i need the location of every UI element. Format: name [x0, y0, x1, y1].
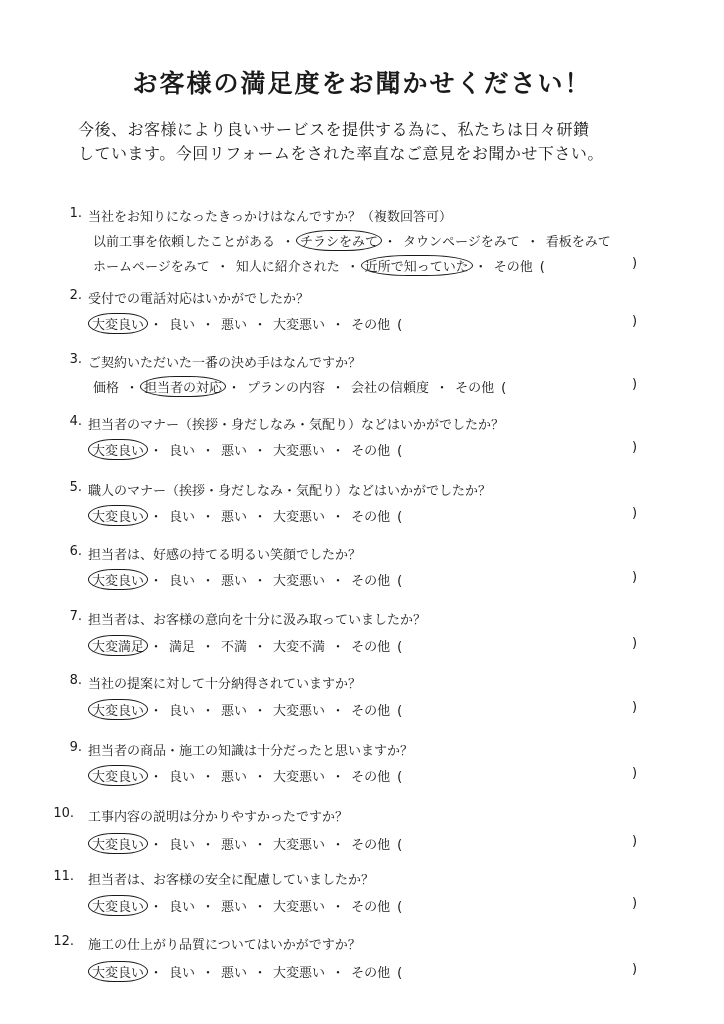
other-close-paren: )	[632, 766, 638, 781]
option-selected[interactable]: 大変良い	[88, 765, 148, 786]
option[interactable]: 大変悪い	[273, 966, 326, 981]
option-selected[interactable]: 大変良い	[88, 699, 148, 720]
option[interactable]: タウンページをみて	[403, 235, 520, 250]
option[interactable]: 大変悪い	[273, 770, 326, 785]
option[interactable]: その他	[351, 444, 391, 459]
option[interactable]: プランの内容	[247, 381, 326, 396]
other-open-paren: (	[397, 770, 403, 785]
option-separator: ・	[201, 640, 215, 655]
question-number: 3.	[69, 352, 82, 367]
option-row	[92, 570, 402, 590]
option-separator: ・	[149, 574, 163, 589]
option[interactable]: 価格	[93, 381, 120, 396]
option-selected[interactable]: 大変良い	[88, 569, 148, 590]
other-close-paren: )	[632, 314, 638, 329]
question-number: 7.	[69, 609, 82, 624]
option[interactable]: その他	[351, 640, 391, 655]
option-row	[92, 962, 402, 982]
option-row	[92, 636, 402, 656]
option[interactable]: 良い	[169, 966, 196, 981]
option[interactable]: 知人に紹介された	[235, 260, 340, 275]
option[interactable]: 悪い	[221, 444, 248, 459]
option[interactable]: 看板をみて	[545, 235, 611, 250]
option-selected[interactable]: 大変良い	[88, 505, 148, 526]
option-row	[92, 314, 402, 334]
option-row	[92, 766, 402, 786]
question-number: 11.	[53, 869, 74, 884]
option-selected[interactable]: 大変良い	[88, 313, 148, 334]
option[interactable]: その他	[351, 510, 391, 525]
question-text: ご契約いただいた一番の決め手はなんですか？	[88, 356, 362, 371]
option-separator: ・	[253, 770, 267, 785]
option-row	[92, 700, 402, 720]
option-separator: ・	[331, 838, 345, 853]
option[interactable]: 悪い	[221, 966, 248, 981]
page-title: お客様の満足度をお聞かせください！	[132, 69, 592, 98]
option-separator: ・	[253, 574, 267, 589]
option-row	[92, 506, 402, 526]
other-close-paren: )	[632, 570, 638, 585]
option[interactable]: その他	[351, 318, 391, 333]
option-separator: ・	[331, 966, 345, 981]
option[interactable]: 良い	[169, 900, 196, 915]
other-open-paren: (	[397, 510, 403, 525]
question-number: 5.	[69, 480, 82, 495]
question-number: 8.	[69, 673, 82, 688]
question-text: 受付での電話対応はいかがでしたか？	[88, 292, 310, 307]
option-separator: ・	[149, 640, 163, 655]
option[interactable]: 良い	[169, 838, 196, 853]
option[interactable]: 大変悪い	[273, 510, 326, 525]
other-close-paren: )	[632, 896, 638, 911]
option-row	[92, 256, 545, 276]
option[interactable]: 大変悪い	[273, 444, 326, 459]
other-open-paren: (	[397, 574, 403, 589]
option[interactable]: 良い	[169, 444, 196, 459]
question-number: 10.	[53, 806, 74, 821]
option[interactable]: 悪い	[221, 318, 248, 333]
option-separator: ・	[331, 770, 345, 785]
question-number: 4.	[69, 414, 82, 429]
option-separator: ・	[331, 318, 345, 333]
option-selected[interactable]: 大変良い	[88, 833, 148, 854]
option-separator: ・	[227, 381, 241, 396]
option[interactable]: その他	[455, 381, 495, 396]
question-number: 9.	[69, 740, 82, 755]
option-separator: ・	[253, 838, 267, 853]
option-separator: ・	[331, 900, 345, 915]
option[interactable]: 良い	[169, 770, 196, 785]
other-close-paren: )	[632, 256, 638, 271]
option-separator: ・	[201, 704, 215, 719]
option[interactable]: 良い	[169, 574, 196, 589]
option-separator: ・	[149, 510, 163, 525]
option[interactable]: 悪い	[221, 838, 248, 853]
other-close-paren: )	[632, 636, 638, 651]
other-close-paren: )	[632, 962, 638, 977]
option[interactable]: 悪い	[221, 574, 248, 589]
option[interactable]: その他	[493, 260, 533, 275]
option-separator: ・	[216, 260, 230, 275]
option-separator: ・	[149, 704, 163, 719]
option[interactable]: 大変悪い	[273, 704, 326, 719]
option-separator: ・	[331, 381, 345, 396]
option-selected[interactable]: 大変良い	[88, 439, 148, 460]
question-text: 工事内容の説明は分かりやすかったですか？	[88, 810, 349, 825]
option-selected[interactable]: 大変良い	[88, 895, 148, 916]
option-separator: ・	[125, 381, 139, 396]
option-row	[92, 377, 506, 397]
question-text: 担当者の商品・施工の知識は十分だったと思いますか？	[88, 744, 414, 759]
intro-line: 今後、お客様により良いサービスを提供する為に、私たちは日々研鑽	[78, 120, 590, 139]
other-close-paren: )	[632, 834, 638, 849]
option[interactable]: 大変悪い	[273, 900, 326, 915]
option-row	[92, 440, 402, 460]
option[interactable]: その他	[351, 900, 391, 915]
option-separator: ・	[149, 770, 163, 785]
option-separator: ・	[474, 260, 488, 275]
option-row	[92, 834, 402, 854]
option[interactable]: 満足	[169, 640, 196, 655]
option-separator: ・	[331, 574, 345, 589]
option[interactable]: ホームページをみて	[93, 260, 210, 275]
option[interactable]: 大変不満	[273, 640, 326, 655]
option[interactable]: 大変悪い	[273, 838, 326, 853]
other-open-paren: (	[397, 318, 403, 333]
option-separator: ・	[149, 318, 163, 333]
option-separator: ・	[253, 510, 267, 525]
option-separator: ・	[281, 235, 295, 250]
option[interactable]: 悪い	[221, 900, 248, 915]
other-open-paren: (	[501, 381, 507, 396]
option-separator: ・	[149, 966, 163, 981]
option[interactable]: その他	[351, 574, 391, 589]
question-number: 12.	[53, 934, 74, 949]
option[interactable]: 不満	[221, 640, 248, 655]
option-separator: ・	[201, 510, 215, 525]
option[interactable]: その他	[351, 838, 391, 853]
option-separator: ・	[201, 838, 215, 853]
question-text: 当社の提案に対して十分納得されていますか？	[88, 677, 362, 692]
option[interactable]: 良い	[169, 510, 196, 525]
option-separator: ・	[253, 900, 267, 915]
question-text: 担当者は、お客様の安全に配慮していましたか？	[88, 873, 375, 888]
option-separator: ・	[201, 574, 215, 589]
option[interactable]: 悪い	[221, 704, 248, 719]
option-separator: ・	[253, 640, 267, 655]
option[interactable]: 悪い	[221, 510, 248, 525]
option-separator: ・	[149, 444, 163, 459]
option-row	[92, 896, 402, 916]
option-separator: ・	[201, 770, 215, 785]
other-open-paren: (	[397, 838, 403, 853]
option-separator: ・	[149, 900, 163, 915]
option-separator: ・	[331, 510, 345, 525]
option-separator: ・	[383, 235, 397, 250]
option-separator: ・	[149, 838, 163, 853]
other-open-paren: (	[397, 640, 403, 655]
question-number: 2.	[69, 288, 82, 303]
option-separator: ・	[201, 444, 215, 459]
option-separator: ・	[253, 318, 267, 333]
option[interactable]: 悪い	[221, 770, 248, 785]
option-selected[interactable]: チラシをみて	[296, 230, 382, 251]
question-text: 当社をお知りになったきっかけはなんですか？（複数回答可）	[88, 210, 453, 225]
option-selected[interactable]: 近所で知っていた	[361, 255, 473, 276]
option[interactable]: 以前工事を依頼したことがある	[93, 235, 276, 250]
option[interactable]: その他	[351, 966, 391, 981]
option-separator: ・	[331, 444, 345, 459]
option-row	[92, 231, 612, 251]
option[interactable]: その他	[351, 770, 391, 785]
question-text: 担当者は、好感の持てる明るい笑顔でしたか？	[88, 548, 362, 563]
other-close-paren: )	[632, 506, 638, 521]
question-text: 担当者のマナー（挨拶・身だしなみ・気配り）などはいかがでしたか？	[88, 418, 505, 433]
option-separator: ・	[435, 381, 449, 396]
other-close-paren: )	[632, 377, 638, 392]
option[interactable]: 会社の信頼度	[351, 381, 430, 396]
other-open-paren: (	[397, 966, 403, 981]
question-number: 6.	[69, 544, 82, 559]
option-separator: ・	[526, 235, 540, 250]
question-number: 1.	[69, 206, 82, 221]
option-separator: ・	[253, 966, 267, 981]
option[interactable]: 大変悪い	[273, 574, 326, 589]
option-selected[interactable]: 大変良い	[88, 961, 148, 982]
option[interactable]: 大変悪い	[273, 318, 326, 333]
other-open-paren: (	[397, 444, 403, 459]
option-separator: ・	[253, 444, 267, 459]
other-close-paren: )	[632, 440, 638, 455]
option-separator: ・	[331, 640, 345, 655]
question-text: 職人のマナー（挨拶・身だしなみ・気配り）などはいかがでしたか？	[88, 484, 492, 499]
intro-text	[78, 118, 678, 166]
option[interactable]: その他	[351, 704, 391, 719]
option-separator: ・	[253, 704, 267, 719]
option-separator: ・	[201, 900, 215, 915]
intro-line: しています。今回リフォームをされた率直なご意見をお聞かせ下さい。	[78, 144, 604, 163]
question-text: 施工の仕上がり品質についてはいかがですか？	[88, 938, 361, 953]
other-open-paren: (	[397, 900, 403, 915]
option[interactable]: 良い	[169, 318, 196, 333]
other-open-paren: (	[539, 260, 545, 275]
option-separator: ・	[346, 260, 360, 275]
option-selected[interactable]: 大変満足	[88, 635, 148, 656]
other-open-paren: (	[397, 704, 403, 719]
option-separator: ・	[201, 966, 215, 981]
option-separator: ・	[331, 704, 345, 719]
option[interactable]: 良い	[169, 704, 196, 719]
question-text: 担当者は、お客様の意向を十分に汲み取っていましたか？	[88, 613, 427, 628]
option-selected[interactable]: 担当者の対応	[140, 376, 226, 397]
other-close-paren: )	[632, 700, 638, 715]
option-separator: ・	[201, 318, 215, 333]
